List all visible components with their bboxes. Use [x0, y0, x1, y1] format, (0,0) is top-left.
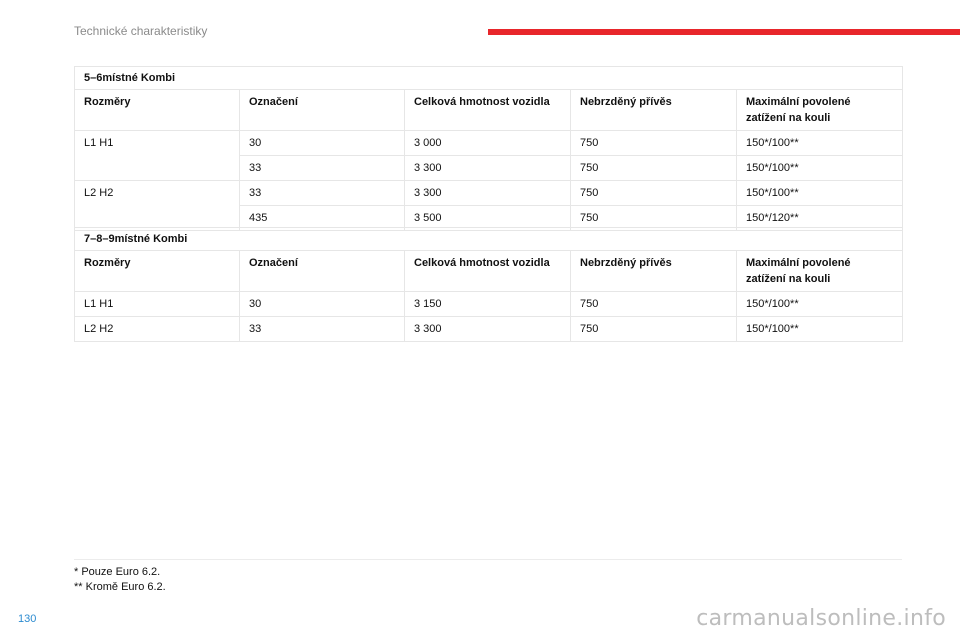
table-cell: L2 H2 — [75, 317, 240, 342]
footnotes — [74, 565, 166, 595]
table-cell: 750 — [571, 156, 737, 181]
table-cell: L1 H1 — [75, 292, 240, 317]
table-cell: 150*/100** — [737, 317, 903, 342]
table-caption-row — [75, 228, 903, 251]
table-cell: 435 — [240, 206, 405, 231]
table-cell: 150*/100** — [737, 292, 903, 317]
table-cell: 30 — [240, 131, 405, 156]
table-cell: 3 300 — [405, 317, 571, 342]
page-number: 130 — [18, 613, 37, 625]
table-row — [75, 131, 903, 156]
table-caption-row — [75, 67, 903, 90]
header-unbraked-trailer: Nebrzděný přívěs — [571, 251, 737, 292]
header-gross-weight: Celková hmotnost vozidla — [405, 251, 571, 292]
table-cell: 750 — [571, 131, 737, 156]
table-header-row — [75, 251, 903, 292]
table-cell: 750 — [571, 206, 737, 231]
header-gross-weight: Celková hmotnost vozidla — [405, 90, 571, 131]
table-header-row — [75, 90, 903, 131]
table-cell: 3 500 — [405, 206, 571, 231]
table-cell: 750 — [571, 292, 737, 317]
table-cell: 150*/100** — [737, 156, 903, 181]
table-cell: 33 — [240, 317, 405, 342]
table-cell: 3 000 — [405, 131, 571, 156]
footnote-divider — [74, 559, 902, 560]
table-cell: 750 — [571, 317, 737, 342]
table-caption: 5–6místné Kombi — [75, 67, 903, 90]
table-cell: 750 — [571, 181, 737, 206]
header-dimensions: Rozměry — [75, 90, 240, 131]
table-cell: 150*/100** — [737, 181, 903, 206]
table-cell — [75, 156, 240, 181]
table-row — [75, 317, 903, 342]
header-max-towball-load: Maximální povolené zatížení na kouli — [737, 90, 903, 131]
section-title: Technické charakteristiky — [74, 24, 208, 38]
table-cell: 33 — [240, 181, 405, 206]
table-caption: 7–8–9místné Kombi — [75, 228, 903, 251]
table-cell: L1 H1 — [75, 131, 240, 156]
header-accent-bar — [488, 29, 960, 35]
header-designation: Označení — [240, 90, 405, 131]
footnote-1: * Pouze Euro 6.2. — [74, 566, 161, 578]
watermark: carmanualsonline.info — [696, 606, 946, 631]
header-dimensions: Rozměry — [75, 251, 240, 292]
table-cell: 150*/100** — [737, 131, 903, 156]
table-cell: 30 — [240, 292, 405, 317]
table-cell: 3 150 — [405, 292, 571, 317]
table-cell: 3 300 — [405, 181, 571, 206]
table-cell: 3 300 — [405, 156, 571, 181]
header-max-towball-load: Maximální povolené zatížení na kouli — [737, 251, 903, 292]
table-cell: L2 H2 — [75, 181, 240, 206]
header-unbraked-trailer: Nebrzděný přívěs — [571, 90, 737, 131]
table-row — [75, 181, 903, 206]
table-cell: 33 — [240, 156, 405, 181]
spec-table-7-8-9-seat — [74, 227, 903, 342]
table-row — [75, 292, 903, 317]
table-row — [75, 156, 903, 181]
table-cell: 150*/120** — [737, 206, 903, 231]
header-designation: Označení — [240, 251, 405, 292]
spec-table-5-6-seat — [74, 66, 903, 231]
footnote-2: ** Kromě Euro 6.2. — [74, 581, 166, 593]
